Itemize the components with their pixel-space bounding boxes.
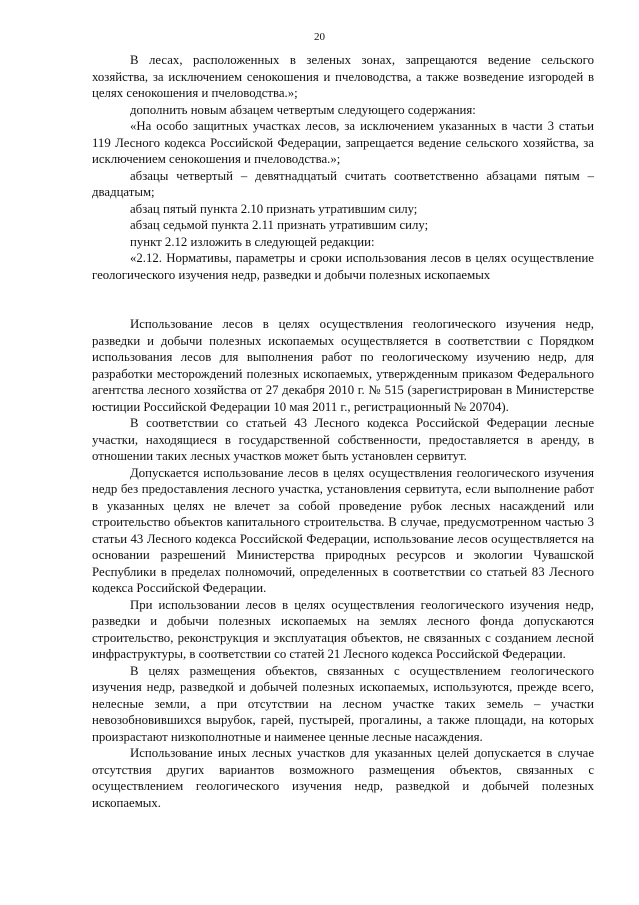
paragraph: «На особо защитных участках лесов, за исключением указанных в части 3 статьи 119 Лесного кодекса Российской Федерации, запрещается ведение сельского хозяйства, за исключением сенокошения и пчеловодства.»; <box>92 119 594 166</box>
paragraph: абзац пятый пункта 2.10 признать утратившим силу; <box>130 201 418 216</box>
paragraph: Использование лесов в целях осуществления геологического изучения недр, разведки и добычи полезных ископаемых осуществляется в соответствии с Порядком использования лесов для выполнения работ по геологическому изучению недр, для разработки месторождений полезных ископаемых, утвержденным приказом Федерального агентства лесного хозяйства от 27 декабря 2010 г. № 515 (зарегистрирован в Министерстве юстиции Российской Федерации 10 мая 2011 г., регистрационный № 20704). <box>92 317 594 414</box>
paragraph: В соответствии со статьей 43 Лесного кодекса Российской Федерации лесные участки, находящиеся в государственной собственности, предоставляется в аренду, в отношении таких лесных участков может быть установлен сервитут. <box>92 416 594 463</box>
paragraph: дополнить новым абзацем четвертым следующего содержания: <box>130 102 476 117</box>
paragraph: В лесах, расположенных в зеленых зонах, запрещаются ведение сельского хозяйства, за исключением сенокошения и пчеловодства, а также возведение изгородей в целях сенокошения и пчеловодства.»; <box>92 53 594 100</box>
paragraph: Допускается использование лесов в целях осуществления геологического изучения недр без предоставления лесного участка, установления сервитута, если выполнение работ в указанных целях не влечет за собой проведение рубок лесных насаждений или строительство объектов капитального строительства. В случае, предусмотренном частью 3 статьи 43 Лесного кодекса Российской Федерации, использование лесов осуществляется на основании разрешений Министерства природных ресурсов и экологии Чувашской Республики в пределах полномочий, определенных в соответствии со статьей 83 Лесного кодекса Российской Федерации. <box>92 465 594 595</box>
section-gap <box>92 283 594 316</box>
paragraph: пункт 2.12 изложить в следующей редакции: <box>130 234 375 249</box>
paragraph: абзац седьмой пункта 2.11 признать утратившим силу; <box>130 218 429 232</box>
paragraph: абзацы четвертый – девятнадцатый считать соответственно абзацами пятым – двадцатым; <box>92 168 594 199</box>
document-body <box>92 52 594 811</box>
paragraph: В целях размещения объектов, связанных с осуществлением геологического изучения недр, разведкой и добычей полезных ископаемых, используются, прежде всего, нелесные земли, а при отсутствии на лесном участке таких земель – участки невозобновившихся вырубок, гарей, пустырей, прогалины, а также площади, на которых произрастают низкополнотные и наименее ценные лесные насаждения. <box>92 663 594 744</box>
page-number: 20 <box>314 31 325 43</box>
paragraph: Использование иных лесных участков для указанных целей допускается в случае отсутствия других вариантов возможного размещения объектов, связанных с осуществлением геологического изучения недр, разведкой и добычей полезных ископаемых. <box>92 746 594 810</box>
paragraph: При использовании лесов в целях осуществления геологического изучения недр, разведки и добычи полезных ископаемых на землях лесного фонда допускаются строительство, реконструкция и эксплуатация объектов, не связанных с созданием лесной инфраструктуры, в соответствии со статей 21 Лесного кодекса Российской Федерации. <box>92 597 594 661</box>
section-heading-paragraph: «2.12. Нормативы, параметры и сроки использования лесов в целях осуществление геологического изучения недр, разведки и добычи полезных ископаемых <box>92 251 594 282</box>
